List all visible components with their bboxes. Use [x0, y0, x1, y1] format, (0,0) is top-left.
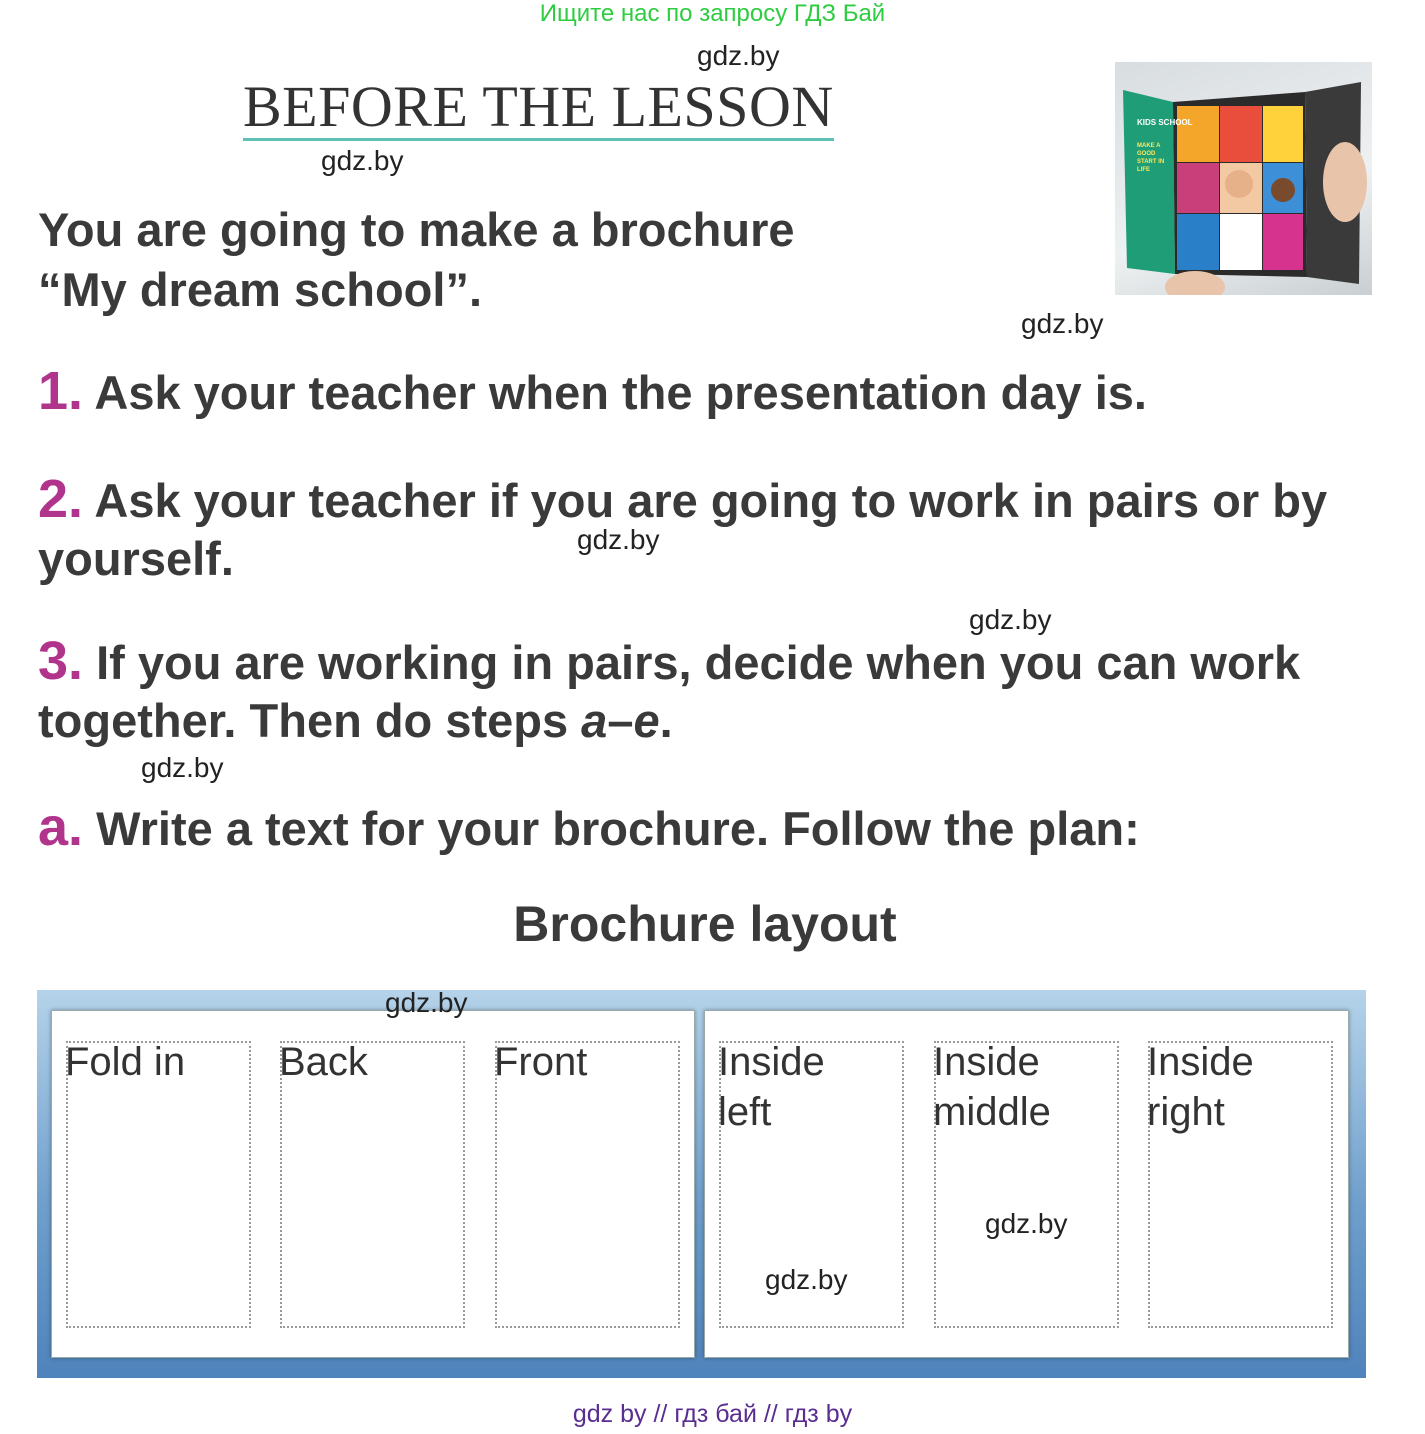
photo-header: KIDS SCHOOL [1137, 118, 1193, 127]
page-title: BEFORE THE LESSON [243, 74, 834, 139]
cell-inside-middle [934, 1041, 1119, 1328]
task-number: a. [38, 797, 84, 857]
watermark: gdz.by [765, 1264, 848, 1295]
brochure-photo [1115, 62, 1372, 295]
task-text: Ask your teacher when the presentation day is. [94, 366, 1147, 419]
cell-inside-right [1148, 1041, 1333, 1328]
inside-panel [704, 1010, 1349, 1358]
cell-label: Front [494, 1040, 588, 1084]
watermark: gdz.by [141, 752, 224, 783]
task-a [38, 798, 1383, 858]
task-2 [38, 470, 1383, 588]
cell-front [495, 1041, 680, 1328]
layout-title: Brochure layout [513, 896, 897, 952]
watermark: gdz.by [1021, 308, 1104, 339]
task-text: Ask your teacher if you are going to work in pairs or by yourself. [38, 474, 1328, 585]
cell-label: Back [279, 1040, 368, 1084]
step-start: a [581, 694, 608, 747]
watermark: gdz.by [577, 524, 660, 555]
task-number: 2. [38, 469, 84, 529]
task-number: 1. [38, 361, 84, 421]
task-1 [38, 362, 1383, 422]
watermark: gdz.by [321, 145, 404, 176]
watermark: gdz.by [385, 987, 468, 1018]
task-text: If you are working in pairs, decide when you can work together. Then do steps [38, 636, 1301, 747]
task-3 [38, 632, 1383, 750]
cell-label: Inside right [1147, 1040, 1254, 1134]
top-banner: Ищите нас по запросу ГДЗ Бай [539, 0, 886, 27]
task-text-end: . [659, 694, 673, 747]
watermark: gdz.by [969, 604, 1052, 635]
watermark: gdz.by [697, 40, 780, 71]
watermark: gdz.by [985, 1208, 1068, 1239]
brochure-layout-frame [37, 990, 1366, 1378]
cell-label: Inside left [718, 1040, 825, 1134]
intro-line-1: You are going to make a brochure [38, 203, 795, 256]
photo-slogan: MAKE A GOOD START IN LIFE [1137, 143, 1165, 173]
task-number: 3. [38, 631, 84, 691]
step-dash: – [607, 694, 634, 747]
task-text: Write a text for your brochure. Follow the plan: [96, 802, 1140, 855]
cell-fold-in [66, 1041, 251, 1328]
cell-label: Inside middle [933, 1040, 1051, 1134]
cell-label: Fold in [65, 1040, 186, 1084]
outside-panel [51, 1010, 695, 1358]
cell-back [280, 1041, 465, 1328]
footer: gdz by // гдз бай // гдз by [572, 1400, 853, 1428]
intro-line-2: “My dream school”. [38, 263, 482, 316]
intro-text [38, 200, 938, 320]
brochure-photo-illustration [1115, 62, 1372, 295]
step-end: e [633, 694, 660, 747]
